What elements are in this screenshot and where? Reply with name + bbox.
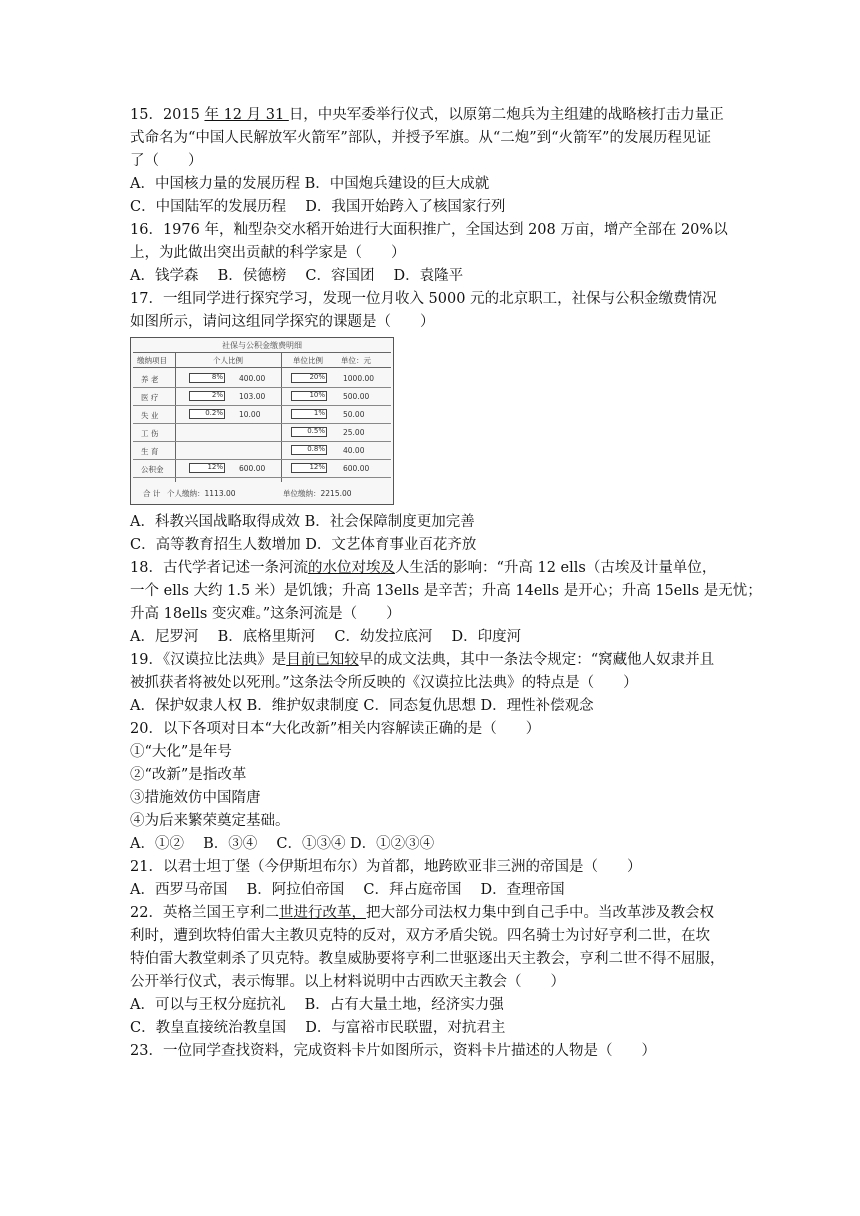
question-19-line-1: [130, 649, 742, 671]
question-21-line-1: 21．以君士坦丁堡（今伊斯坦布尔）为首都，地跨欧亚非三洲的帝国是（ ）: [130, 859, 642, 875]
q22-text-underlined: 世进行改革，: [278, 905, 366, 921]
q22-text-a: 22．英格兰国王亨利二: [130, 905, 279, 921]
unit-amount: 600.00: [343, 464, 370, 473]
table-row: [133, 388, 391, 406]
personal-rate: 0.2%: [205, 409, 223, 417]
question-15-options-1: A．中国核力量的发展历程 B．中国炮兵建设的巨大成就: [130, 176, 490, 192]
question-16-options: A．钱学森 B．侯德榜 C．容国团 D．袁隆平: [130, 268, 464, 284]
table-row: [133, 406, 391, 424]
q19-text-c: 早的成文法典，其中一条法令规定：“窝藏他人奴隶并且: [358, 652, 715, 668]
question-23-line-1: 23．一位同学查找资料，完成资料卡片如图所示，资料卡片描述的人物是（ ）: [130, 1043, 656, 1059]
q18-text-c: 人生活的影响：“升高 12 ells（古埃及计量单位，: [394, 560, 717, 576]
table-row: [133, 460, 391, 478]
unit-amount: 500.00: [343, 392, 370, 401]
total-unit: 单位缴纳：2215.00: [283, 489, 352, 498]
question-20-item-2: ②“改新”是指改革: [130, 767, 247, 783]
question-22-line-3: 特伯雷大教堂刺杀了贝克特。教皇威胁要将亨利二世驱逐出天主教会，亨利二世不得不屈服，: [130, 951, 725, 967]
header-currency: 单位：元: [341, 356, 371, 365]
unit-rate: 20%: [309, 373, 325, 381]
question-16-line-1: 16．1976 年，籼型杂交水稻开始进行大面积推广，全国达到 208 万亩，增产全部在 20%以: [130, 222, 728, 238]
question-17-options-1: A．科教兴国战略取得成效 B．社会保障制度更加完善: [130, 514, 475, 530]
header-unit: 单位比例: [293, 356, 323, 365]
q15-text-c: 日，中央军委举行仪式，以原第二炮兵为主组建的战略核打击力量正: [288, 107, 724, 123]
unit-rate-box: [291, 373, 327, 383]
row-item-name: 工 伤: [141, 429, 159, 438]
unit-rate-box: [291, 409, 327, 419]
unit-amount: 25.00: [343, 428, 365, 437]
question-18-options: A．尼罗河 B．底格里斯河 C．幼发拉底河 D．印度河: [130, 629, 522, 645]
unit-rate: 12%: [309, 463, 325, 471]
unit-amount: 40.00: [343, 446, 365, 455]
q15-text-underlined: 年 12 月 31: [204, 107, 289, 123]
table-header: [133, 352, 391, 368]
question-22-line-2: 利时，遭到坎特伯雷大主教贝克特的反对，双方矛盾尖锐。四名骑士为讨好亨利二世，在坎: [130, 928, 710, 944]
question-20-item-3: ③措施效仿中国隋唐: [130, 790, 261, 806]
unit-rate-box: [291, 427, 327, 437]
personal-rate-box: [189, 391, 225, 401]
question-17-options-2: C．高等教育招生人数增加 D．文艺体育事业百花齐放: [130, 537, 477, 553]
table-row: [133, 424, 391, 442]
question-17-line-1: 17．一组同学进行探究学习，发现一位月收入 5000 元的北京职工，社保与公积金缴费情况: [130, 291, 717, 307]
unit-rate: 1%: [313, 409, 325, 417]
q15-text-a: 15．2015: [130, 107, 205, 123]
question-15-line-1: [130, 104, 742, 126]
q19-text-a: 19．《汉谟拉比法典》是: [130, 652, 287, 668]
question-15-line-3: 了（ ）: [130, 153, 203, 169]
personal-rate: 2%: [211, 391, 223, 399]
personal-rate: 12%: [207, 463, 223, 471]
total-label: 合 计: [143, 489, 161, 498]
table-footer: [135, 486, 389, 500]
question-22-line-1: [130, 902, 742, 924]
question-22-line-4: 公开举行仪式，表示悔罪。以上材料说明中古西欧天主教会（ ）: [130, 974, 565, 990]
question-19-line-2: 被抓获者将被处以死刑。”这条法令所反映的《汉谟拉比法典》的特点是（ ）: [130, 675, 638, 691]
question-15-options-2: C．中国陆军的发展历程 D．我国开始跨入了核国家行列: [130, 199, 506, 215]
personal-rate-box: [189, 409, 225, 419]
table-row: [133, 442, 391, 460]
personal-rate-box: [189, 463, 225, 473]
row-item-name: 公积金: [141, 465, 164, 474]
row-item-name: 失 业: [141, 411, 159, 420]
question-19-options: A．保护奴隶人权 B．维护奴隶制度 C．同态复仇思想 D．理性补偿观念: [130, 698, 594, 714]
question-20-line-1: 20．以下各项对日本“大化改新”相关内容解读正确的是（ ）: [130, 721, 541, 737]
personal-amount: 10.00: [239, 410, 261, 419]
unit-amount: 50.00: [343, 410, 365, 419]
unit-rate: 0.8%: [307, 445, 325, 453]
total-personal: 个人缴纳：1113.00: [167, 489, 236, 498]
personal-amount: 600.00: [239, 464, 266, 473]
question-20-item-4: ④为后来繁荣奠定基础。: [130, 813, 290, 829]
q19-text-underlined: 目前已知较: [286, 652, 359, 668]
q18-text-underlined: 的水位对埃及: [307, 560, 395, 576]
question-18-line-1: [130, 557, 742, 579]
question-20-options: A．①② B．③④ C．①③④ D．①②③④: [130, 836, 435, 852]
question-20-item-1: ①“大化”是年号: [130, 744, 232, 760]
unit-rate: 10%: [309, 391, 325, 399]
q18-text-a: 18．古代学者记述一条河流: [130, 560, 308, 576]
table-row: [133, 370, 391, 388]
table-title: 社保与公积金缴费明细: [222, 341, 302, 350]
unit-rate: 0.5%: [307, 427, 325, 435]
personal-rate-box: [189, 373, 225, 383]
q22-text-c: 把大部分司法权力集中到自己手中。当改革涉及教会权: [365, 905, 714, 921]
question-22-options-1: A．可以与王权分庭抗礼 B．占有大量土地，经济实力强: [130, 997, 504, 1013]
question-16-line-2: 上，为此做出突出贡献的科学家是（ ）: [130, 245, 406, 261]
header-item: 缴纳项目: [137, 356, 167, 365]
header-personal: 个人比例: [213, 356, 243, 365]
row-item-name: 养 老: [141, 375, 159, 384]
question-21-options: A．西罗马帝国 B．阿拉伯帝国 C．拜占庭帝国 D．查理帝国: [130, 882, 565, 898]
question-22-options-2: C．教皇直接统治教皇国 D．与富裕市民联盟，对抗君主: [130, 1020, 506, 1036]
personal-amount: 103.00: [239, 392, 266, 401]
unit-rate-box: [291, 463, 327, 473]
row-item-name: 医 疗: [141, 393, 159, 402]
personal-rate: 8%: [211, 373, 223, 381]
social-security-table-image: [130, 337, 394, 505]
question-17-line-2: 如图所示，请问这组同学探究的课题是（ ）: [130, 314, 435, 330]
unit-rate-box: [291, 391, 327, 401]
question-18-line-2: 一个 ells 大约 1.5 米）是饥饿；升高 13ells 是辛苦；升高 14ells 是开心；升高 15ells 是无忧；: [130, 583, 762, 599]
question-15-line-2: 式命名为“中国人民解放军火箭军”部队，并授予军旗。从“二炮”到“火箭军”的发展历程见证: [130, 130, 711, 146]
unit-amount: 1000.00: [343, 374, 375, 383]
personal-amount: 400.00: [239, 374, 266, 383]
question-18-line-3: 升高 18ells 变灾难。”这条河流是（ ）: [130, 606, 401, 622]
row-item-name: 生 育: [141, 447, 159, 456]
unit-rate-box: [291, 445, 327, 455]
